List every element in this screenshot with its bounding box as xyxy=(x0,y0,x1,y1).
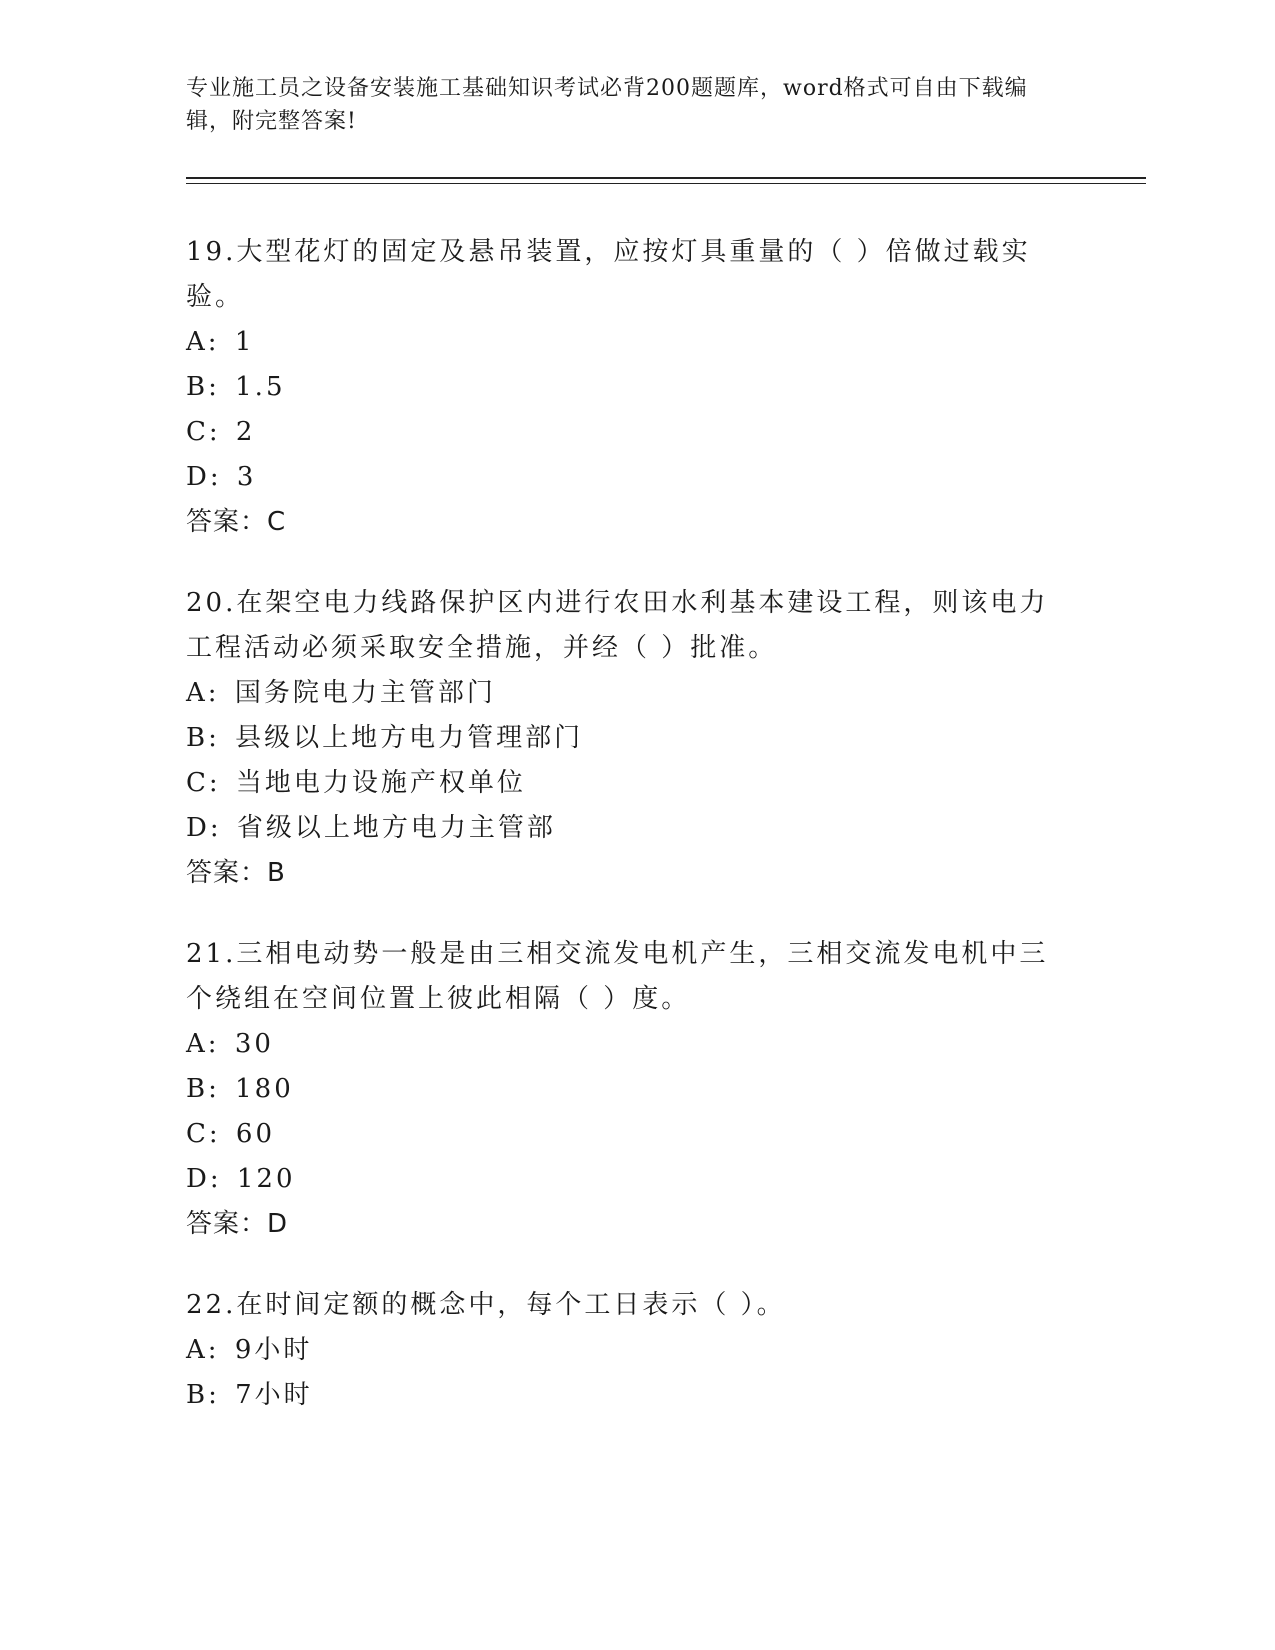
option-b xyxy=(186,716,1076,761)
option-a xyxy=(186,1022,1076,1067)
option-label: A: xyxy=(186,678,220,708)
answer-line: 答案：B xyxy=(186,858,286,888)
question-stem: 19.大型花灯的固定及悬吊装置，应按灯具重量的（ ）倍做过载实验。 xyxy=(186,237,1031,312)
option-label: B: xyxy=(186,372,220,402)
option-text: 7小时 xyxy=(235,1380,313,1410)
question-20 xyxy=(186,581,1076,896)
option-a xyxy=(186,1328,1076,1373)
option-c xyxy=(186,1112,1076,1157)
option-c xyxy=(186,761,1076,806)
option-label: C: xyxy=(186,1119,221,1149)
option-c xyxy=(186,410,1076,455)
option-text: 3 xyxy=(236,462,257,492)
question-22 xyxy=(186,1283,1076,1418)
option-text: 省级以上地方电力主管部 xyxy=(236,813,556,843)
option-text: 2 xyxy=(235,417,256,447)
answer-line: 答案：D xyxy=(186,1209,289,1239)
option-label: A: xyxy=(186,1335,220,1365)
question-stem: 22.在时间定额的概念中，每个工日表示（ ）。 xyxy=(186,1290,786,1320)
option-label: B: xyxy=(186,1074,220,1104)
option-label: D: xyxy=(186,462,222,492)
option-text: 国务院电力主管部门 xyxy=(234,678,496,708)
option-b xyxy=(186,1067,1076,1112)
header-rule-thick xyxy=(186,177,1146,179)
option-label: B: xyxy=(186,723,220,753)
option-label: D: xyxy=(186,813,222,843)
option-text: 1.5 xyxy=(235,372,286,402)
answer-line: 答案：C xyxy=(186,507,287,537)
option-text: 60 xyxy=(235,1119,276,1149)
option-d xyxy=(186,1157,1076,1202)
option-d xyxy=(186,455,1076,500)
option-text: 30 xyxy=(234,1029,274,1059)
option-text: 当地电力设施产权单位 xyxy=(235,768,526,798)
option-label: A: xyxy=(186,327,220,357)
document-header xyxy=(186,72,1066,138)
option-text: 1 xyxy=(234,327,255,357)
option-b xyxy=(186,1373,1076,1418)
option-d xyxy=(186,806,1076,851)
option-text: 9小时 xyxy=(234,1335,313,1365)
option-a xyxy=(186,671,1076,716)
option-a xyxy=(186,320,1076,365)
header-rule-thin xyxy=(186,183,1146,184)
option-label: A: xyxy=(186,1029,220,1059)
question-stem: 20.在架空电力线路保护区内进行农田水利基本建设工程，则该电力工程活动必须采取安全措施，并经（ ）批准。 xyxy=(186,588,1049,663)
option-label: D: xyxy=(186,1164,222,1194)
option-label: C: xyxy=(186,768,221,798)
question-21 xyxy=(186,932,1076,1247)
question-stem: 21.三相电动势一般是由三相交流发电机产生，三相交流发电机中三个绕组在空间位置上彼此相隔（ ）度。 xyxy=(186,939,1049,1014)
option-label: B: xyxy=(186,1380,220,1410)
option-text: 180 xyxy=(235,1074,294,1104)
question-19 xyxy=(186,230,1076,545)
option-label: C: xyxy=(186,417,221,447)
option-text: 县级以上地方电力管理部门 xyxy=(235,723,584,753)
header-title: 专业施工员之设备安装施工基础知识考试必背200题题库，word格式可自由下载编辑，附完整答案! xyxy=(186,76,1028,134)
option-b xyxy=(186,365,1076,410)
option-text: 120 xyxy=(236,1164,296,1194)
question-list xyxy=(186,230,1076,1454)
